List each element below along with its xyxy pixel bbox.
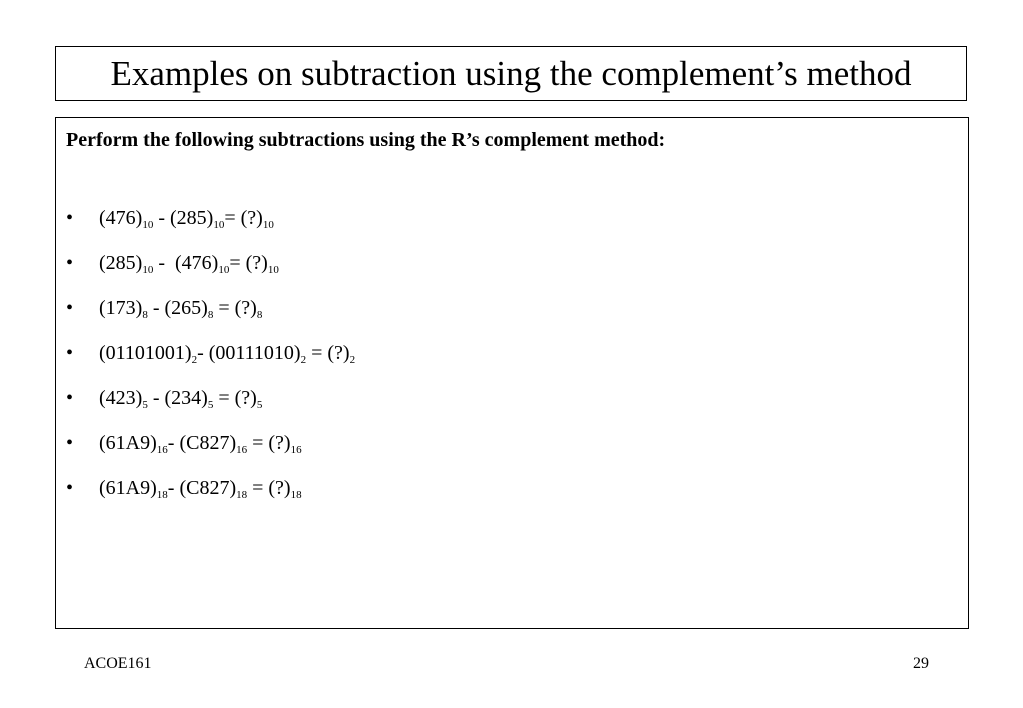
operand-a-base: 16 bbox=[156, 444, 168, 456]
operand-a: (423) bbox=[99, 387, 143, 409]
operand-a-base: 5 bbox=[142, 399, 148, 411]
footer-page-number: 29 bbox=[913, 655, 929, 672]
exercise-expression bbox=[99, 252, 279, 275]
operand-a: (173) bbox=[99, 297, 143, 319]
equals-sign: = bbox=[224, 207, 241, 229]
result-base: 10 bbox=[267, 264, 279, 276]
result-base: 8 bbox=[256, 309, 263, 321]
bullet-icon: • bbox=[66, 432, 74, 454]
content-box bbox=[55, 117, 969, 629]
result-placeholder: (?) bbox=[234, 387, 257, 409]
exercise-expression bbox=[99, 297, 262, 320]
result-base: 16 bbox=[290, 444, 302, 456]
operand-b-base: 10 bbox=[218, 264, 230, 276]
bullet-icon: • bbox=[66, 252, 74, 274]
operand-a-base: 10 bbox=[142, 219, 154, 231]
operand-a-base: 18 bbox=[156, 489, 168, 501]
minus-operator: - bbox=[197, 342, 209, 364]
operand-a-base: 10 bbox=[142, 264, 154, 276]
equals-sign: = bbox=[247, 432, 269, 454]
result-placeholder: (?) bbox=[234, 297, 257, 319]
operand-b-base: 2 bbox=[300, 354, 307, 366]
operand-a: (285) bbox=[99, 252, 143, 274]
bullet-icon: • bbox=[66, 387, 74, 409]
slide-title: Examples on subtraction using the complement’s method bbox=[110, 54, 912, 93]
exercise-expression bbox=[99, 477, 302, 500]
intro-text: Perform the following subtractions using the R’s complement method: bbox=[66, 129, 666, 151]
result-placeholder: (?) bbox=[245, 252, 268, 274]
operand-b-base: 5 bbox=[207, 399, 214, 411]
operand-b: (C827) bbox=[179, 477, 237, 499]
minus-operator: - bbox=[147, 297, 165, 319]
result-base: 18 bbox=[290, 489, 302, 501]
result-placeholder: (?) bbox=[268, 477, 291, 499]
equals-sign: = bbox=[306, 342, 328, 364]
result-base: 10 bbox=[262, 219, 274, 231]
operand-a-base: 2 bbox=[191, 354, 198, 366]
operand-b-base: 16 bbox=[236, 444, 248, 456]
equals-sign: = bbox=[247, 477, 269, 499]
equals-sign: = bbox=[213, 387, 235, 409]
minus-operator: - bbox=[167, 477, 180, 499]
bullet-icon: • bbox=[66, 297, 74, 319]
operand-b: (00111010) bbox=[208, 342, 301, 364]
operand-b-base: 8 bbox=[207, 309, 214, 321]
result-placeholder: (?) bbox=[240, 207, 263, 229]
exercise-expression bbox=[99, 432, 302, 455]
minus-operator: - bbox=[153, 207, 170, 229]
exercise-expression bbox=[99, 387, 262, 410]
footer-course: ACOE161 bbox=[84, 655, 152, 672]
operand-b: (285) bbox=[170, 207, 214, 229]
minus-operator: - bbox=[147, 387, 165, 409]
operand-b-base: 10 bbox=[213, 219, 225, 231]
result-placeholder: (?) bbox=[327, 342, 350, 364]
operand-a: (01101001) bbox=[99, 342, 192, 364]
operand-a: (476) bbox=[99, 207, 143, 229]
bullet-icon: • bbox=[66, 207, 74, 229]
result-base: 2 bbox=[349, 354, 356, 366]
minus-operator: - bbox=[153, 252, 175, 274]
exercise-expression bbox=[99, 207, 274, 230]
result-base: 5 bbox=[256, 399, 263, 411]
operand-b-base: 18 bbox=[236, 489, 248, 501]
operand-b: (C827) bbox=[179, 432, 237, 454]
operand-a: (61A9) bbox=[99, 477, 157, 499]
title-box bbox=[55, 46, 967, 101]
bullet-icon: • bbox=[66, 342, 74, 364]
minus-operator: - bbox=[167, 432, 180, 454]
result-placeholder: (?) bbox=[268, 432, 291, 454]
operand-a-base: 8 bbox=[142, 309, 148, 321]
operand-a: (61A9) bbox=[99, 432, 157, 454]
equals-sign: = bbox=[229, 252, 246, 274]
operand-b: (234) bbox=[164, 387, 208, 409]
bullet-icon: • bbox=[66, 477, 74, 499]
exercise-expression bbox=[99, 342, 355, 365]
operand-b: (476) bbox=[175, 252, 219, 274]
operand-b: (265) bbox=[164, 297, 208, 319]
equals-sign: = bbox=[213, 297, 235, 319]
